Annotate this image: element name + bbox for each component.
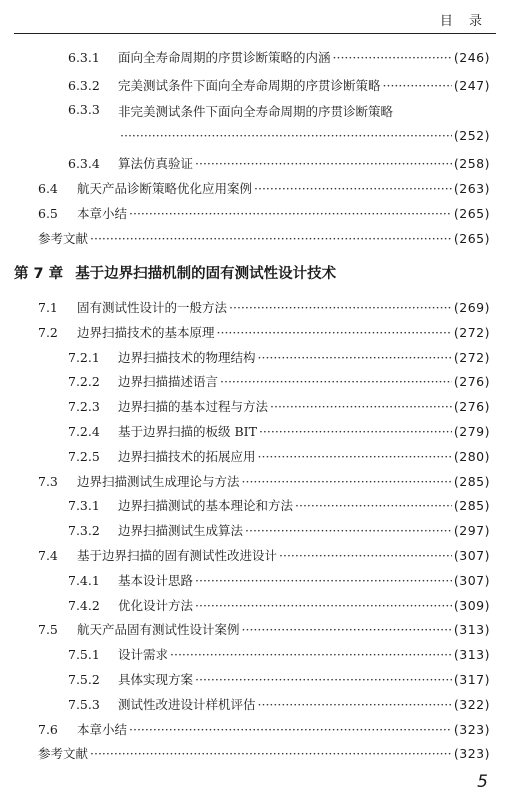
dot-leader bbox=[383, 78, 452, 93]
toc-entry-page: (285) bbox=[453, 474, 490, 489]
dot-leader bbox=[170, 647, 452, 662]
toc-entry-page: (276) bbox=[453, 374, 490, 389]
toc-entry-title: 边界扫描的基本过程与方法 bbox=[118, 399, 269, 414]
toc-entry-page: (252) bbox=[453, 128, 490, 143]
toc-entry-title: 参考文献 bbox=[38, 746, 89, 761]
toc-entry-page: (323) bbox=[453, 722, 490, 737]
toc-entry-continuation[interactable] bbox=[118, 128, 490, 143]
toc-entry-number: 7.5.1 bbox=[68, 647, 100, 662]
toc-entry-page: (269) bbox=[453, 300, 490, 315]
dot-leader bbox=[259, 424, 452, 439]
dot-leader bbox=[195, 598, 452, 613]
toc-entry-number: 7.4.1 bbox=[68, 573, 100, 588]
toc-entry-references[interactable] bbox=[38, 229, 490, 247]
toc-entry-title: 基于边界扫描的板级 BIT bbox=[118, 424, 257, 439]
toc-entry-number: 7.2.2 bbox=[68, 374, 100, 389]
toc-entry[interactable] bbox=[68, 348, 490, 366]
dot-leader bbox=[254, 181, 452, 196]
toc-entry-title: 测试性改进设计样机评估 bbox=[118, 697, 256, 712]
dot-leader bbox=[258, 350, 452, 365]
dot-leader bbox=[129, 722, 452, 737]
dot-leader bbox=[245, 523, 452, 538]
toc-entry-number: 7.2.3 bbox=[68, 399, 100, 414]
toc-entry-wrapped-title[interactable] bbox=[68, 102, 393, 120]
toc-entry-number: 7.3.2 bbox=[68, 523, 100, 538]
toc-entry-title: 优化设计方法 bbox=[118, 598, 194, 613]
toc-entry-number: 7.3 bbox=[38, 474, 58, 489]
toc-entry-number: 7.1 bbox=[38, 300, 58, 315]
toc-entry-title: 参考文献 bbox=[38, 231, 89, 246]
toc-entry-page: (313) bbox=[453, 622, 490, 637]
toc-entry[interactable] bbox=[68, 447, 490, 465]
toc-entry[interactable] bbox=[68, 397, 490, 415]
toc-entry[interactable] bbox=[68, 596, 490, 614]
dot-leader bbox=[217, 325, 452, 340]
dot-leader bbox=[220, 374, 452, 389]
toc-entry-title: 边界扫描技术的基本原理 bbox=[77, 325, 215, 340]
toc-entry-page: (285) bbox=[453, 498, 490, 513]
toc-entry[interactable] bbox=[68, 422, 490, 440]
toc-entry-title: 边界扫描测试生成理论与方法 bbox=[77, 474, 240, 489]
toc-entry-number: 7.4.2 bbox=[68, 598, 100, 613]
toc-entry-number: 6.3.1 bbox=[68, 50, 100, 65]
toc-entry[interactable] bbox=[68, 154, 490, 172]
dot-leader bbox=[90, 231, 452, 246]
toc-entry[interactable] bbox=[68, 695, 490, 713]
toc-entry-number: 6.3.3 bbox=[68, 102, 100, 117]
toc-entry-title: 航天产品诊断策略优化应用案例 bbox=[77, 181, 253, 196]
dot-leader bbox=[279, 548, 452, 563]
toc-entry-title: 面向全寿命周期的序贯诊断策略的内涵 bbox=[118, 50, 331, 65]
toc-entry-number: 7.2.5 bbox=[68, 449, 100, 464]
toc-entry-number: 7.2.1 bbox=[68, 350, 100, 365]
toc-entry-title: 边界扫描测试的基本理论和方法 bbox=[118, 498, 294, 513]
dot-leader bbox=[333, 50, 452, 65]
dot-leader bbox=[242, 474, 452, 489]
toc-entry-title: 边界扫描描述语言 bbox=[118, 374, 219, 389]
dot-leader bbox=[129, 206, 452, 221]
toc-entry-title: 基于边界扫描的固有测试性改进设计 bbox=[77, 548, 278, 563]
toc-entry[interactable] bbox=[68, 372, 490, 390]
toc-entry-number: 7.2.4 bbox=[68, 424, 100, 439]
toc-entry-page: (307) bbox=[453, 573, 490, 588]
toc-entry-number: 7.6 bbox=[38, 722, 58, 737]
dot-leader bbox=[242, 622, 452, 637]
toc-entry[interactable] bbox=[68, 496, 490, 514]
toc-entry-title: 具体实现方案 bbox=[118, 672, 194, 687]
toc-entry-title: 边界扫描技术的物理结构 bbox=[118, 350, 256, 365]
toc-entry-page: (313) bbox=[453, 647, 490, 662]
dot-leader bbox=[258, 697, 452, 712]
toc-entry-page: (263) bbox=[453, 181, 490, 196]
toc-entry-page: (265) bbox=[453, 231, 490, 246]
toc-entry-page: (309) bbox=[453, 598, 490, 613]
toc-entry[interactable] bbox=[68, 76, 490, 94]
toc-entry-title: 本章小结 bbox=[77, 206, 128, 221]
toc-entry-page: (297) bbox=[453, 523, 490, 538]
toc-entry-page: (265) bbox=[453, 206, 490, 221]
toc-entry-page: (323) bbox=[453, 746, 490, 761]
toc-entry[interactable] bbox=[38, 179, 490, 197]
toc-entry-title: 完美测试条件下面向全寿命周期的序贯诊断策略 bbox=[118, 78, 381, 93]
toc-entry-page: (317) bbox=[453, 672, 490, 687]
toc-entry-number: 7.5 bbox=[38, 622, 58, 637]
toc-entry-title: 航天产品固有测试性设计案例 bbox=[77, 622, 240, 637]
toc-entry-page: (247) bbox=[453, 78, 490, 93]
chapter-heading[interactable] bbox=[14, 262, 336, 283]
toc-entry-page: (322) bbox=[453, 697, 490, 712]
chapter-title: 基于边界扫描机制的固有测试性设计技术 bbox=[75, 266, 337, 282]
toc-entry[interactable] bbox=[38, 720, 490, 738]
toc-entry-title: 本章小结 bbox=[77, 722, 128, 737]
toc-entry-number: 6.4 bbox=[38, 181, 58, 196]
toc-entry[interactable] bbox=[68, 521, 490, 539]
toc-entry[interactable] bbox=[38, 546, 490, 564]
toc-entry[interactable] bbox=[38, 620, 490, 638]
toc-entry-title: 非完美测试条件下面向全寿命周期的序贯诊断策略 bbox=[118, 104, 394, 119]
toc-entry-number: 6.5 bbox=[38, 206, 58, 221]
dot-leader bbox=[195, 573, 452, 588]
dot-leader bbox=[295, 498, 452, 513]
toc-entry-number: 6.3.2 bbox=[68, 78, 100, 93]
toc-entry-page: (272) bbox=[453, 325, 490, 340]
toc-entry[interactable] bbox=[68, 48, 490, 66]
toc-entry-number: 7.2 bbox=[38, 325, 58, 340]
dot-leader bbox=[195, 672, 452, 687]
toc-entry-title: 设计需求 bbox=[118, 647, 169, 662]
toc-entry[interactable] bbox=[38, 472, 490, 490]
toc-entry[interactable] bbox=[68, 670, 490, 688]
toc-entry[interactable] bbox=[38, 204, 490, 222]
toc-entry-title: 算法仿真验证 bbox=[118, 156, 194, 171]
toc-entry-title: 固有测试性设计的一般方法 bbox=[77, 300, 228, 315]
dot-leader bbox=[258, 449, 452, 464]
toc-entry[interactable] bbox=[68, 645, 490, 663]
toc-entry-page: (276) bbox=[453, 399, 490, 414]
toc-entry-title: 边界扫描技术的拓展应用 bbox=[118, 449, 256, 464]
dot-leader bbox=[229, 300, 452, 315]
toc-entry-page: (280) bbox=[453, 449, 490, 464]
toc-entry-number: 7.3.1 bbox=[68, 498, 100, 513]
toc-entry[interactable] bbox=[68, 571, 490, 589]
dot-leader bbox=[90, 746, 452, 761]
toc-entry-number: 7.5.3 bbox=[68, 697, 100, 712]
header-title: 目 录 bbox=[439, 14, 488, 29]
toc-entry-page: (258) bbox=[453, 156, 490, 171]
toc-entry-title: 边界扫描测试生成算法 bbox=[118, 523, 244, 538]
toc-entry-page: (246) bbox=[453, 50, 490, 65]
toc-entry-number: 7.4 bbox=[38, 548, 58, 563]
toc-entry-number: 6.3.4 bbox=[68, 156, 100, 171]
toc-entry-page: (279) bbox=[453, 424, 490, 439]
chapter-number: 第 7 章 bbox=[14, 266, 64, 282]
toc-entry-title: 基本设计思路 bbox=[118, 573, 194, 588]
toc-entry[interactable] bbox=[38, 323, 490, 341]
dot-leader bbox=[195, 156, 452, 171]
toc-entry-page: (307) bbox=[453, 548, 490, 563]
toc-entry-number: 7.5.2 bbox=[68, 672, 100, 687]
dot-leader bbox=[270, 399, 452, 414]
dot-leader bbox=[120, 128, 452, 143]
toc-entry-references[interactable] bbox=[38, 744, 490, 762]
page-number: 5 bbox=[477, 772, 488, 792]
header-rule bbox=[14, 33, 496, 34]
toc-entry[interactable] bbox=[38, 298, 490, 316]
toc-entry-page: (272) bbox=[453, 350, 490, 365]
